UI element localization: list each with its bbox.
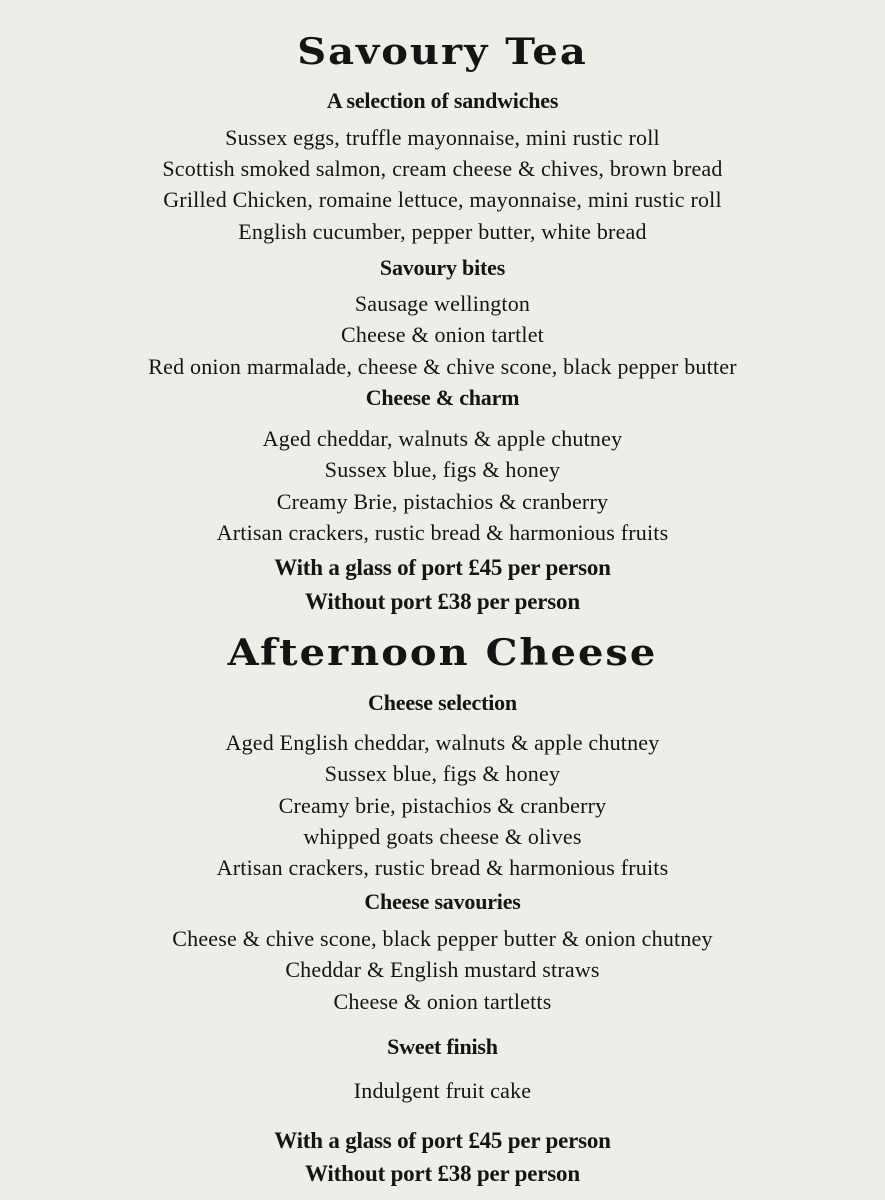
section-title-afternoon-cheese: Afternoon Cheese — [227, 630, 658, 675]
menu-item: Aged English cheddar, walnuts & apple chutney — [225, 730, 660, 755]
menu-item: Sussex eggs, truffle mayonnaise, mini rustic roll — [225, 125, 660, 150]
heading-savoury-bites: Savoury bites — [379, 255, 506, 280]
menu-item: Sussex blue, figs & honey — [324, 457, 561, 482]
menu-item: Indulgent fruit cake — [353, 1078, 532, 1103]
price-without-port: Without port £38 per person — [305, 1161, 580, 1186]
menu-item: Red onion marmalade, cheese & chive scone, black pepper butter — [148, 354, 737, 379]
menu-item: Cheese & onion tartlet — [341, 322, 544, 347]
menu-item: Cheese & chive scone, black pepper butter & onion chutney — [172, 926, 713, 951]
menu-item: Sausage wellington — [354, 291, 531, 316]
menu-item: Creamy brie, pistachios & cranberry — [278, 793, 607, 818]
menu-item: whipped goats cheese & olives — [303, 824, 582, 849]
menu-item: Artisan crackers, rustic bread & harmonious fruits — [216, 520, 669, 545]
heading-cheese-selection: Cheese selection — [368, 690, 517, 715]
menu-item: English cucumber, pepper butter, white bread — [238, 219, 647, 244]
price-with-port: With a glass of port £45 per person — [274, 555, 611, 580]
menu-item: Cheese & onion tartletts — [333, 989, 552, 1014]
heading-cheese-savouries: Cheese savouries — [364, 889, 521, 914]
menu-item: Sussex blue, figs & honey — [324, 761, 561, 786]
menu-item: Cheddar & English mustard straws — [285, 957, 600, 982]
section-title-savoury-tea: Savoury Tea — [297, 29, 588, 74]
menu-item: Creamy Brie, pistachios & cranberry — [276, 489, 609, 514]
menu-item: Scottish smoked salmon, cream cheese & chives, brown bread — [162, 156, 723, 181]
price-with-port: With a glass of port £45 per person — [274, 1128, 611, 1153]
heading-cheese-charm: Cheese & charm — [365, 385, 520, 410]
heading-sweet-finish: Sweet finish — [387, 1034, 498, 1059]
heading-sandwiches: A selection of sandwiches — [326, 88, 559, 113]
price-without-port: Without port £38 per person — [305, 589, 580, 614]
menu-item: Grilled Chicken, romaine lettuce, mayonnaise, mini rustic roll — [163, 187, 722, 212]
menu-item: Artisan crackers, rustic bread & harmonious fruits — [216, 855, 669, 880]
menu-item: Aged cheddar, walnuts & apple chutney — [262, 426, 623, 451]
